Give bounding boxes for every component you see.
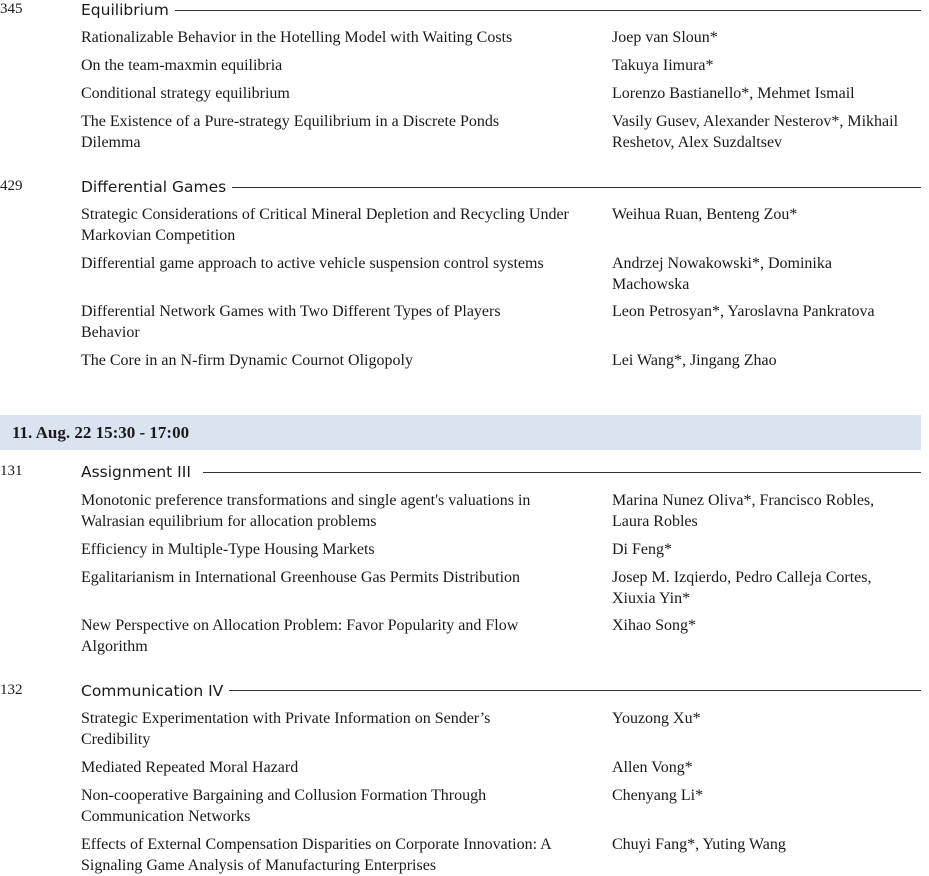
paper-title: Non-cooperative Bargaining and Collusion Formation Through Communication Networks	[81, 787, 487, 825]
session-number: 132	[0, 682, 23, 698]
session-title: Communication IV	[81, 682, 224, 700]
paper-title: Effects of External Compensation Disparities on Corporate Innovation: A Signaling Game Analysis of Manufacturing Enterprises	[81, 836, 551, 874]
paper-authors: Takuya Iimura*	[612, 57, 714, 74]
paper-authors: Lei Wang*, Jingang Zhao	[612, 352, 777, 369]
paper-title: The Existence of a Pure-strategy Equilibrium in a Discrete Ponds Dilemma	[81, 113, 500, 151]
session-number: 131	[0, 463, 23, 479]
paper-authors: Andrzej Nowakowski*, Dominika Machowska	[612, 255, 832, 293]
paper-authors: Vasily Gusev, Alexander Nesterov*, Mikhail Reshetov, Alex Suzdaltsev	[612, 113, 899, 151]
day-header-band	[0, 415, 921, 450]
paper-title: On the team-maxmin equilibria	[81, 57, 283, 74]
paper-title: Differential game approach to active vehicle suspension control systems	[81, 255, 544, 272]
paper-title: Efficiency in Multiple-Type Housing Markets	[81, 541, 375, 558]
paper-title: The Core in an N-firm Dynamic Cournot Oligopoly	[81, 352, 413, 369]
paper-title: Strategic Experimentation with Private Information on Sender’s Credibility	[81, 710, 491, 748]
paper-title: Egalitarianism in International Greenhouse Gas Permits Distribution	[81, 569, 521, 586]
paper-title: New Perspective on Allocation Problem: Favor Popularity and Flow Algorithm	[81, 617, 519, 655]
session-title: Differential Games	[81, 178, 227, 196]
paper-authors: Di Feng*	[612, 541, 672, 558]
paper-title: Differential Network Games with Two Different Types of Players Behavior	[81, 303, 501, 341]
paper-title: Rationalizable Behavior in the Hotelling Model with Waiting Costs	[81, 29, 513, 46]
paper-authors: Joep van Sloun*	[612, 29, 718, 46]
paper-title: Mediated Repeated Moral Hazard	[81, 759, 299, 776]
paper-authors: Leon Petrosyan*, Yaroslavna Pankratova	[612, 303, 875, 320]
section-divider	[203, 472, 921, 473]
paper-authors: Lorenzo Bastianello*, Mehmet Ismail	[612, 85, 855, 102]
paper-title: Strategic Considerations of Critical Mineral Depletion and Recycling Under Markovian Competition	[81, 206, 569, 244]
paper-authors: Marina Nunez Oliva*, Francisco Robles, Laura Robles	[612, 492, 875, 530]
paper-authors: Josep M. Izqierdo, Pedro Calleja Cortes, Xiuxia Yin*	[612, 569, 872, 607]
day-header: 11. Aug. 22 15:30 - 17:00	[12, 423, 190, 442]
paper-title: Monotonic preference transformations and single agent's valuations in Walrasian equilibrium for allocation problems	[81, 492, 531, 530]
session-title: Equilibrium	[81, 1, 169, 19]
paper-title: Conditional strategy equilibrium	[81, 85, 290, 102]
paper-authors: Weihua Ruan, Benteng Zou*	[612, 206, 798, 223]
section-divider	[175, 10, 921, 11]
section-divider	[229, 690, 921, 691]
session-title: Assignment III	[81, 463, 191, 481]
session-number: 429	[0, 178, 23, 194]
session-number: 345	[0, 1, 23, 17]
paper-authors: Chuyi Fang*, Yuting Wang	[612, 836, 786, 853]
paper-authors: Allen Vong*	[612, 759, 693, 776]
section-divider	[232, 187, 921, 188]
paper-authors: Xihao Song*	[612, 617, 696, 634]
paper-authors: Chenyang Li*	[612, 787, 704, 804]
paper-authors: Youzong Xu*	[612, 710, 701, 727]
